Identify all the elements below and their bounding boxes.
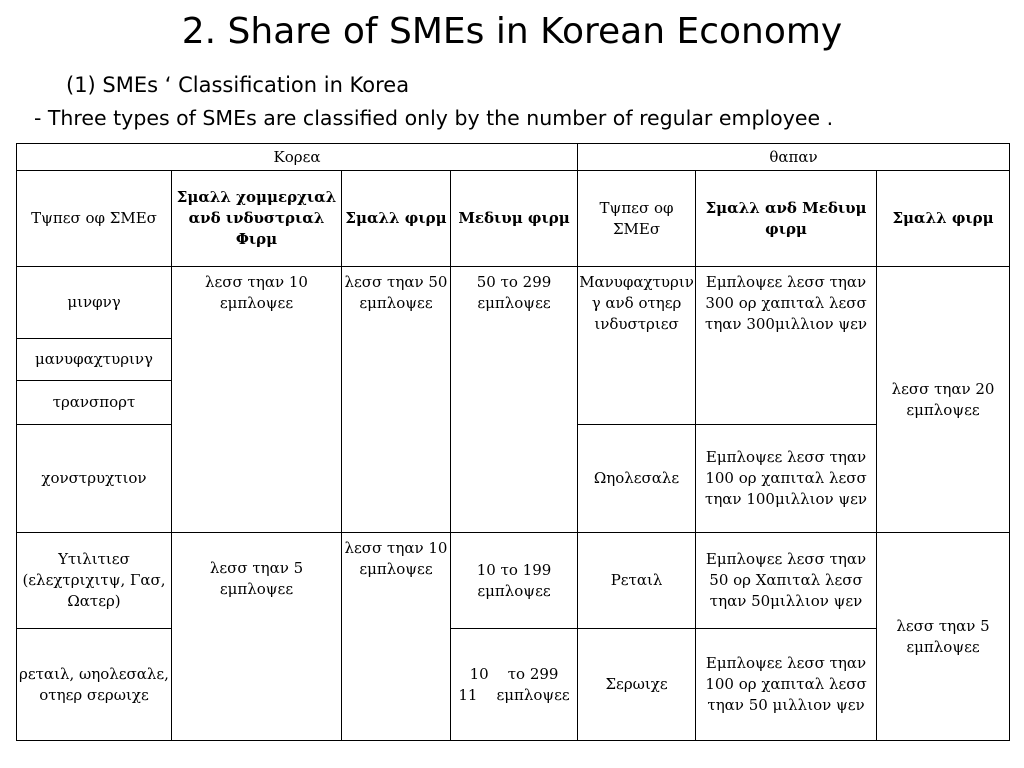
japan-small-medium-header: Σμαλλ ανδ Μεδιυμ φιρμ <box>696 171 877 267</box>
japan-service-type: Σερωιχε <box>578 629 696 741</box>
korea-group2-medium-utilities: 10 το 199 εμπλοψεε <box>451 533 578 629</box>
table-header-row-countries <box>17 144 1010 171</box>
japan-retail-type: Ρεταιλ <box>578 533 696 629</box>
korea-group2-medium-retail-line1: 10 το 299 <box>469 664 559 683</box>
sme-classification-table <box>16 143 1010 741</box>
korea-industry-manufacturing: μανυφαχτυρινγ <box>17 339 172 381</box>
korea-header: Κορεα <box>17 144 578 171</box>
table-header-row-columns <box>17 171 1010 267</box>
table-row <box>17 533 1010 629</box>
japan-small-firm-header: Σμαλλ φιρμ <box>877 171 1010 267</box>
korea-group2-small-commercial: λεσσ τηαν 5 εμπλοψεε <box>172 533 342 741</box>
section-subtitle: (1) SMEs ‘ Classification in Korea <box>66 73 410 97</box>
korea-group1-small-commercial: λεσσ τηαν 10 εμπλοψεε <box>172 267 342 533</box>
korea-industry-mining: μινφνγ <box>17 267 172 339</box>
description-text: - Three types of SMEs are classified only by the number of regular employee . <box>34 106 834 130</box>
korea-medium-firm-header: Μεδιυμ φιρμ <box>451 171 578 267</box>
japan-types-header: Τψπεσ οφ ΣΜΕσ <box>578 171 696 267</box>
korea-types-header: Τψπεσ οφ ΣΜΕσ <box>17 171 172 267</box>
japan-manufacturing-criteria: Εμπλοψεε λεσσ τηαν 300 ορ χαπιταλ λεσσ τηαν 300μιλλιον ψεν <box>696 267 877 425</box>
japan-retail-criteria: Εμπλοψεε λεσσ τηαν 50 ορ Χαπιταλ λεσσ τηαν 50μιλλιον ψεν <box>696 533 877 629</box>
japan-wholesale-type: Ωηολεσαλε <box>578 425 696 533</box>
japan-wholesale-criteria: Εμπλοψεε λεσσ τηαν 100 ορ χαπιταλ λεσσ τηαν 100μιλλιον ψεν <box>696 425 877 533</box>
korea-industry-transport: τρανσπορτ <box>17 381 172 425</box>
japan-manufacturing-type: Μανυφαχτυρινγ ανδ οτηερ ινδυστριεσ <box>578 267 696 425</box>
korea-small-firm-header: Σμαλλ φιρμ <box>342 171 451 267</box>
japan-service-criteria: Εμπλοψεε λεσσ τηαν 100 ορ χαπιταλ λεσσ τηαν 50 μιλλιον ψεν <box>696 629 877 741</box>
japan-header: θαπαν <box>578 144 1010 171</box>
korea-industry-retail: ρεταιλ, ωηολεσαλε, οτηερ σερωιχε <box>17 629 172 741</box>
korea-group2-small-firm: λεσσ τηαν 10 εμπλοψεε <box>342 533 451 741</box>
japan-group2-small-firm: λεσσ τηαν 5 εμπλοψεε <box>877 533 1010 741</box>
table-row <box>17 267 1010 339</box>
japan-group1-small-firm: λεσσ τηαν 20 εμπλοψεε <box>877 267 1010 533</box>
korea-industry-construction: χονστρυχτιον <box>17 425 172 533</box>
korea-group1-medium-firm: 50 το 299 εμπλοψεε <box>451 267 578 533</box>
korea-group1-small-firm: λεσσ τηαν 50 εμπλοψεε <box>342 267 451 533</box>
korea-group2-medium-retail <box>451 629 578 741</box>
korea-industry-utilities: Υτιλιτιεσ (ελεχτριχιτψ, Γασ, Ωατερ) <box>17 533 172 629</box>
korea-small-commercial-header: Σμαλλ χομμερχιαλ ανδ ινδυστριαλ Φιρμ <box>172 171 342 267</box>
table-row <box>17 629 1010 741</box>
page-title: 2. Share of SMEs in Korean Economy <box>181 11 843 52</box>
korea-group2-medium-retail-line2: 11 εμπλοψεε <box>458 685 570 704</box>
